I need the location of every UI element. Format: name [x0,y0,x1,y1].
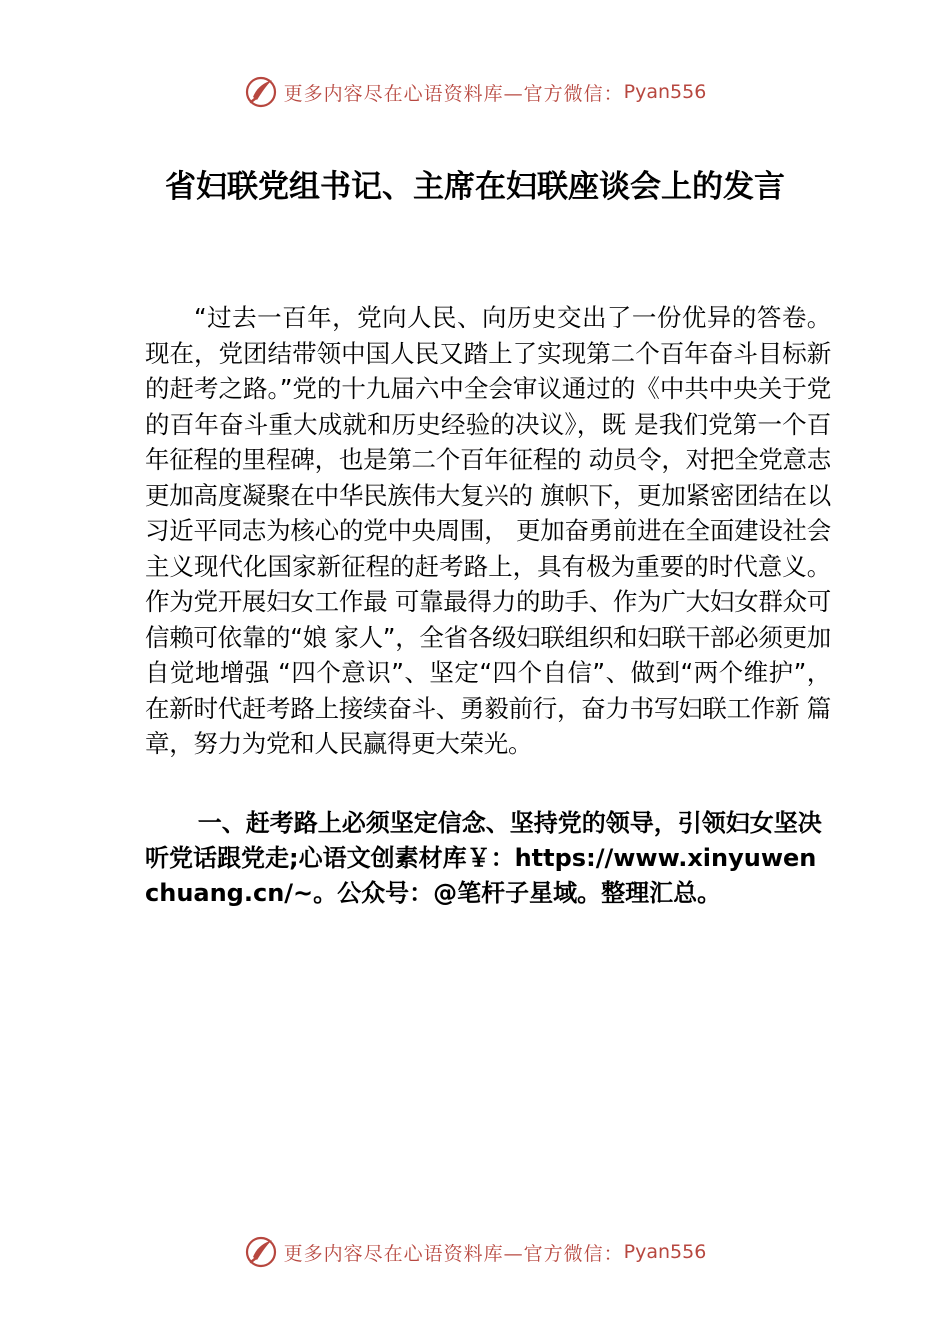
brush-logo-icon [244,75,278,109]
header-banner [0,72,950,112]
intro-paragraph: “过去一百年，党向人民、向历史交出了一份优异的答卷。现在，党团结带领中国人民又踏上了实现第二个百年奋斗目标新的赶考之路。”党的十九届六中全会审议通过的《中共中央关于党的百年奋斗重大成就和历史经验的决议》，既 是我们党第一个百年征程的里程碑，也是第二个百年征程的 动员令，对把全党意志更加高度凝聚在中华民族伟大复兴的 旗帜下，更加紧密团结在以习近平同志为核心的党中央周围， 更加奋勇前进在全面建设社会主义现代化国家新征程的赶考路上，具有极为重要的时代意义。作为党开展妇女工作最 可靠最得力的助手、作为广大妇女群众可信赖可依靠的“娘 家人”，全省各级妇联组织和妇联干部必须更加自觉地增强 “四个意识”、坚定“四个自信”、做到“两个维护”，在新时代赶考路上接续奋斗、勇毅前行，奋力书写妇联工作新 篇章，努力为党和人民赢得更大荣光。 [145,303,831,758]
footer-banner [0,1232,950,1272]
document-title: 省妇联党组书记、主席在妇联座谈会上的发言 [165,169,785,205]
header-wechat-id: Pyan556 [623,81,707,103]
footer-wechat-id: Pyan556 [623,1241,707,1263]
brush-logo-icon [244,1235,278,1269]
header-banner-text: 更多内容尽在心语资料库—官方微信： [283,82,624,105]
footer-banner-text: 更多内容尽在心语资料库—官方微信： [283,1242,624,1265]
section-heading: 一、赶考路上必须坚定信念、坚持党的领导，引领妇女坚决听党话跟党走;心语文创素材库￥：https://www.xinyuwenchuang.cn/~。公众号：@笔杆子星域。整理汇总。 [145,809,822,907]
